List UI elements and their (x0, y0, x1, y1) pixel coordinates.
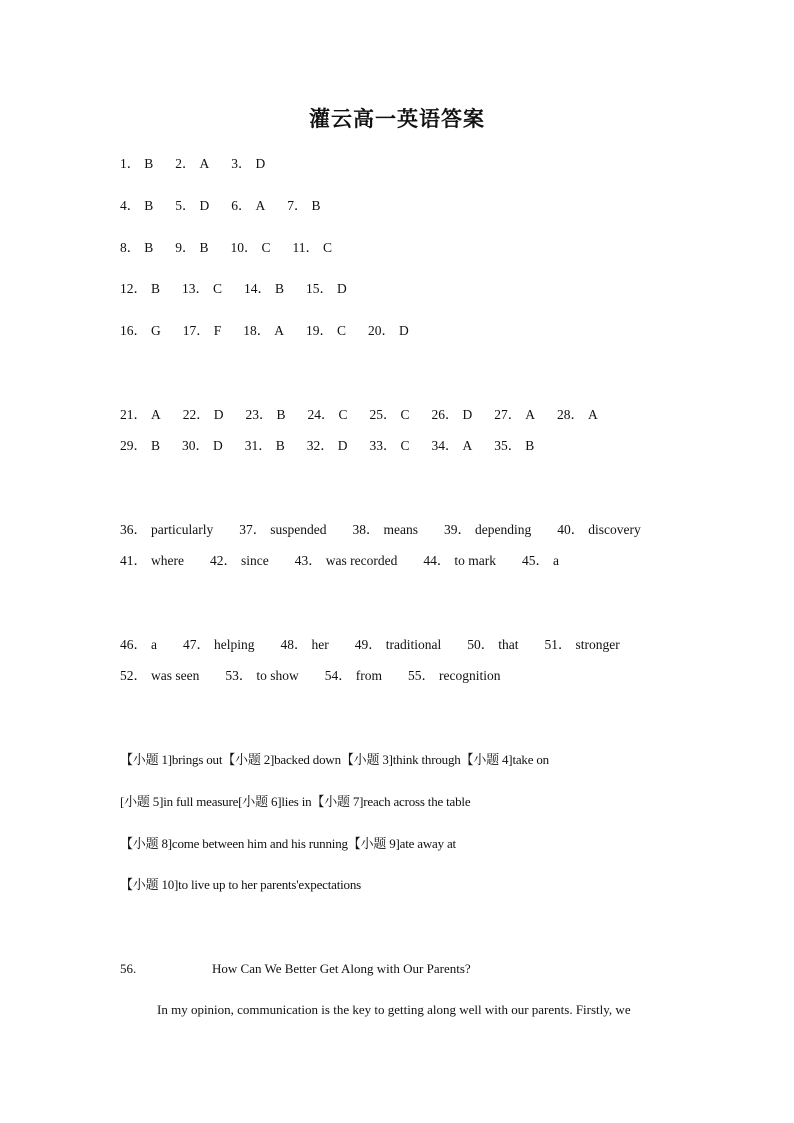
question-number: 19． (306, 323, 334, 338)
question-number: 8． (120, 240, 141, 255)
answer-value: C (338, 407, 348, 422)
question-number: 47． (183, 637, 210, 652)
answer-item (293, 239, 333, 257)
answer-row (120, 521, 667, 539)
answer-item (370, 406, 410, 424)
answer-row (120, 437, 556, 455)
question-number: 3． (231, 156, 252, 171)
answer-item (182, 280, 222, 298)
question-number: 5． (175, 198, 196, 213)
answer-item (120, 280, 160, 298)
answer-item (245, 437, 285, 455)
question-number: 55． (408, 668, 435, 683)
question-number: 40． (557, 522, 585, 537)
question-number: 31． (244, 438, 272, 453)
answer-item (295, 552, 398, 570)
answer-item (175, 239, 208, 257)
answer-item (183, 406, 224, 424)
answer-value: D (337, 438, 348, 453)
answer-item (444, 521, 531, 539)
answer-item (307, 437, 348, 455)
answer-value: suspended (270, 522, 327, 537)
answer-item (432, 437, 473, 455)
question-number: 50． (467, 637, 495, 652)
answer-value: was recorded (325, 553, 398, 568)
answer-item (494, 406, 535, 424)
vocab-line: 【小题 1]brings out【小题 2]backed down【小题 3]think through【小题 4]take on (120, 752, 549, 767)
answer-value: a (552, 553, 559, 568)
page-title: 灌云高一英语答案 (309, 106, 485, 131)
answer-value: to mark (454, 553, 496, 568)
answer-item (120, 636, 157, 654)
answer-value: means (383, 522, 418, 537)
answer-value: D (213, 438, 223, 453)
question-number: 54． (324, 668, 352, 683)
vocab-line: [小题 5]in full measure[小题 6]lies in【小题 7]reach across the table (120, 794, 471, 809)
answer-value: C (400, 407, 410, 422)
question-number: 4． (120, 198, 141, 213)
question-number: 22． (182, 407, 210, 422)
question-number: 53． (225, 668, 253, 683)
question-number: 34． (431, 438, 459, 453)
answer-value: C (400, 438, 410, 453)
question-number: 25． (369, 407, 397, 422)
answer-value: was seen (151, 668, 200, 683)
answer-value: depending (474, 522, 532, 537)
answer-value: stronger (575, 637, 620, 652)
question-number: 32． (306, 438, 334, 453)
question-number: 48． (280, 637, 308, 652)
answer-row (120, 239, 354, 257)
answer-item (231, 197, 265, 215)
question-number: 46． (120, 637, 147, 652)
answer-item (244, 280, 284, 298)
answer-value: recognition (439, 668, 501, 683)
answer-value: D (462, 407, 473, 422)
answer-value: B (275, 281, 285, 296)
answer-value: from (355, 668, 382, 683)
vocab-line: 【小题 8]come between him and his running【小题 9]ate away at (120, 836, 456, 851)
answer-row (120, 552, 585, 570)
answer-value: where (151, 553, 184, 568)
answer-item (467, 636, 518, 654)
answer-item (225, 667, 298, 685)
answer-item (120, 667, 199, 685)
question-number: 6． (231, 198, 252, 213)
answer-item (557, 406, 598, 424)
answer-item (210, 552, 269, 570)
answer-value: discovery (588, 522, 641, 537)
answer-value: D (255, 156, 266, 171)
question-number: 26． (431, 407, 459, 422)
question-number: 13． (182, 281, 210, 296)
answer-value: B (311, 198, 321, 213)
question-number: 27． (494, 407, 522, 422)
question-number: 9． (175, 240, 196, 255)
answer-item (231, 155, 265, 173)
answer-value: A (274, 323, 285, 338)
question-number: 7． (287, 198, 308, 213)
answer-item (239, 521, 326, 539)
question-number: 16． (120, 323, 147, 338)
answer-value: A (151, 407, 161, 422)
answer-item (243, 322, 284, 340)
answer-item (175, 155, 209, 173)
answer-row (120, 197, 343, 215)
question-number: 11． (292, 240, 320, 255)
answer-value: B (144, 240, 154, 255)
answer-item (120, 552, 184, 570)
question-number: 24． (307, 407, 335, 422)
question-number: 42． (209, 553, 237, 568)
answer-value: C (213, 281, 223, 296)
question-number: 29． (120, 438, 147, 453)
answer-value: B (525, 438, 535, 453)
answer-value: a (151, 637, 157, 652)
answer-item (432, 406, 473, 424)
answer-value: that (498, 637, 519, 652)
question-number: 17． (182, 323, 210, 338)
answer-item (308, 406, 348, 424)
question-number: 33． (369, 438, 397, 453)
answer-item (120, 239, 153, 257)
answer-item (306, 322, 346, 340)
answer-value: helping (214, 637, 255, 652)
question-number: 2． (175, 156, 196, 171)
question-number: 45． (521, 553, 549, 568)
question-number: 10． (230, 240, 258, 255)
question-number: 43． (294, 553, 322, 568)
question-number: 14． (244, 281, 272, 296)
answer-value: B (151, 281, 161, 296)
answer-item (287, 197, 320, 215)
answer-item (370, 437, 410, 455)
answer-value: B (276, 407, 286, 422)
answer-value: D (399, 323, 409, 338)
answer-value: D (337, 281, 347, 296)
answer-value: since (240, 553, 269, 568)
answer-value: G (151, 323, 161, 338)
answer-item (522, 552, 559, 570)
answer-value: B (151, 438, 161, 453)
question-number: 37． (239, 522, 267, 537)
answer-value: D (199, 198, 210, 213)
answer-row (120, 636, 646, 654)
vocab-line: 【小题 10]to live up to her parents'expectations (120, 877, 362, 892)
answer-value: traditional (385, 637, 442, 652)
question-number: 51． (544, 637, 572, 652)
answer-item (494, 437, 534, 455)
answer-item (246, 406, 286, 424)
question-number: 41． (120, 553, 147, 568)
question-number: 49． (354, 637, 382, 652)
question-number: 30． (182, 438, 210, 453)
answer-item (231, 239, 271, 257)
question-number: 18． (243, 323, 271, 338)
answer-value: F (213, 323, 222, 338)
question-number: 44． (423, 553, 451, 568)
answer-item (120, 437, 160, 455)
answer-value: C (261, 240, 271, 255)
answer-item (557, 521, 640, 539)
answer-row (120, 406, 620, 424)
answer-item (175, 197, 209, 215)
question-number: 28． (557, 407, 585, 422)
answer-item (281, 636, 329, 654)
answer-item (306, 280, 347, 298)
essay-header (120, 961, 680, 977)
question-number: 12． (120, 281, 147, 296)
answer-value: D (213, 407, 224, 422)
essay-first-line: In my opinion, communication is the key to getting along well with our parents. Firstly, we (157, 1002, 631, 1017)
answer-row (120, 280, 369, 298)
answer-value: C (337, 323, 347, 338)
answer-value: B (144, 156, 154, 171)
answer-item (120, 155, 153, 173)
essay-title: How Can We Better Get Along with Our Parents? (212, 961, 471, 976)
answer-item (368, 322, 409, 340)
answer-item (183, 322, 222, 340)
answer-value: B (144, 198, 154, 213)
answer-row (120, 667, 526, 685)
answer-value: A (462, 438, 473, 453)
answer-item (120, 197, 153, 215)
essay-number: 56. (120, 961, 137, 976)
answer-item (120, 406, 161, 424)
answer-row (120, 155, 287, 173)
question-number: 21． (120, 407, 147, 422)
question-number: 1． (120, 156, 141, 171)
answer-value: A (525, 407, 536, 422)
answer-item (183, 636, 255, 654)
answer-item (423, 552, 496, 570)
answer-value: A (588, 407, 598, 422)
answer-value: A (255, 198, 266, 213)
answer-value: A (199, 156, 210, 171)
answer-item (352, 521, 418, 539)
question-number: 15． (306, 281, 334, 296)
answer-item (120, 521, 213, 539)
answer-item (544, 636, 619, 654)
question-number: 36． (120, 522, 147, 537)
answer-value: to show (256, 668, 299, 683)
question-number: 39． (443, 522, 471, 537)
answer-item (182, 437, 223, 455)
answer-value: B (275, 438, 285, 453)
question-number: 20． (368, 323, 396, 338)
question-number: 52． (120, 668, 147, 683)
answer-row (120, 322, 431, 340)
answer-value: C (323, 240, 333, 255)
answer-item (355, 636, 441, 654)
answer-item (120, 322, 161, 340)
answer-value: B (199, 240, 209, 255)
question-number: 35． (494, 438, 522, 453)
answer-value: particularly (151, 522, 214, 537)
answer-item (408, 667, 500, 685)
answer-item (325, 667, 382, 685)
answer-value: her (311, 637, 329, 652)
question-number: 23． (245, 407, 273, 422)
question-number: 38． (352, 522, 380, 537)
